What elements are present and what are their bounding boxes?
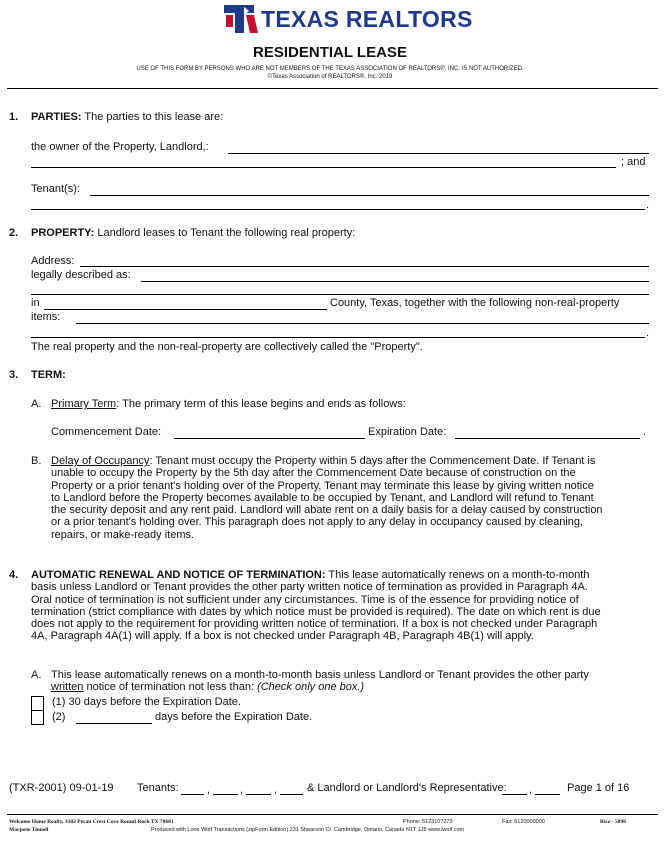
- tenant-initials-3[interactable]: [246, 794, 271, 795]
- legal-description-field-2[interactable]: [31, 294, 649, 295]
- term-b-letter: B.: [31, 455, 42, 467]
- tenant-name-field-1[interactable]: [90, 195, 649, 196]
- term-a-letter: A.: [31, 398, 42, 410]
- section-4-body: [31, 569, 649, 643]
- tenant-name-field-2[interactable]: [31, 209, 645, 210]
- and-connector: ; and: [621, 156, 646, 168]
- primary-term-title: Primary Term: [51, 398, 117, 410]
- renewal-line: Oral notice of termination is not sufficient under any circumstances. Time is of the essence for providing notice of: [31, 593, 579, 606]
- tenant-initials-2[interactable]: [213, 794, 238, 795]
- check-one-hint: (Check only one box.): [257, 681, 365, 694]
- broker-fax: Fax: 5120000000: [502, 819, 545, 825]
- commencement-label: Commencement Date:: [51, 426, 162, 438]
- delay-line: repairs, or make-ready items.: [51, 528, 195, 541]
- expiration-period: .: [643, 426, 647, 438]
- delay-of-occupancy-paragraph: [51, 455, 649, 541]
- option-custom-days-number: (2): [52, 711, 66, 723]
- option-custom-days-checkbox[interactable]: [31, 710, 44, 725]
- renewal-a-line-1: This lease automatically renews on a month-to-month basis unless Landlord or Tenant provides the other party: [51, 669, 589, 681]
- delay-line: to Landlord before the Property becomes available to be occupied by Tenant, and Landlord will refund to Tenant: [51, 491, 594, 504]
- delay-line: or a prior tenant's holding over. This paragraph does not apply to any delay in occupancy caused by cleaning,: [51, 516, 584, 529]
- section-1-heading: PARTIES:: [31, 111, 82, 123]
- section-3-number: 3.: [9, 369, 19, 381]
- option-30-days-checkbox[interactable]: [31, 696, 44, 711]
- items-period: .: [646, 327, 650, 339]
- county-text: County, Texas, together with the following non-real-property: [330, 297, 620, 309]
- delay-line: Delay of Occupancy: Tenant must occupy the Property within 5 days after the Commencement Date. If Tenant is: [51, 455, 596, 467]
- section-2-number: 2.: [9, 227, 19, 239]
- section-4-heading: AUTOMATIC RENEWAL AND NOTICE OF TERMINATION:: [31, 569, 326, 581]
- legal-description-label: legally described as:: [31, 269, 131, 281]
- address-label: Address:: [31, 255, 75, 267]
- delay-title: Delay of Occupancy: [51, 455, 150, 467]
- option-30-days-label: (1) 30 days before the Expiration Date.: [52, 696, 241, 708]
- option-custom-days-label: days before the Expiration Date.: [155, 711, 313, 723]
- renewal-line: does not apply to the requirement for providing written notice of termination. If a box is not checked under Paragraph: [31, 618, 598, 631]
- page-number: Page 1 of 16: [567, 782, 630, 794]
- renewal-line: termination (strict compliance with dates by which notice must be provided is required). The date on which rent is due: [31, 605, 601, 618]
- primary-term-text: [51, 398, 406, 410]
- commencement-date-field[interactable]: [174, 438, 365, 439]
- footer-rule: [7, 814, 658, 815]
- section-1-header: [31, 111, 223, 123]
- landlord-name-field-2[interactable]: [31, 167, 616, 168]
- initials-separator: ,: [529, 784, 533, 796]
- county-in-label: in: [31, 297, 40, 309]
- brokerage-info: Welcome Home Realty, 3102 Pecan Crest Cove Round Rock TX 78681: [9, 819, 174, 825]
- form-title: RESIDENTIAL LEASE: [253, 44, 407, 61]
- renewal-line: basis unless Landlord or Tenant provides the other party written notice of termination as provided in Paragraph 4A.: [31, 581, 588, 594]
- broker-phone: Phone: 5123107273: [403, 819, 453, 825]
- tenants-initials-label: Tenants:: [137, 782, 179, 794]
- items-field-2[interactable]: [31, 337, 645, 338]
- expiration-label: Expiration Date:: [368, 426, 447, 438]
- document-name: Rice - 5896: [600, 819, 626, 825]
- landlord-initials-label: & Landlord or Landlord's Representative:: [307, 782, 507, 794]
- brand-logo: [224, 4, 473, 34]
- initials-separator: ,: [274, 784, 278, 796]
- custom-days-field[interactable]: [76, 723, 152, 724]
- header-rule: [7, 88, 658, 89]
- usage-notice: USE OF THIS FORM BY PERSONS WHO ARE NOT MEMBERS OF THE TEXAS ASSOCIATION OF REALTORS®, INC. IS NOT AUTHORIZED.: [136, 66, 524, 72]
- section-1-intro: The parties to this lease are:: [84, 111, 224, 123]
- section-2-intro: Landlord leases to Tenant the following real property:: [97, 227, 356, 239]
- agent-name: Marjorie Tinnell: [9, 827, 49, 833]
- landlord-initials-1[interactable]: [502, 794, 527, 795]
- initials-separator: ,: [240, 784, 244, 796]
- section-4-number: 4.: [9, 569, 19, 581]
- renewal-a-text: [51, 669, 651, 694]
- items-field-1[interactable]: [76, 323, 649, 324]
- texas-realtors-logo-icon: [224, 5, 258, 33]
- landlord-name-field-1[interactable]: [228, 153, 649, 154]
- renewal-line: AUTOMATIC RENEWAL AND NOTICE OF TERMINATION: This lease automatically renews on a month-to-month: [31, 569, 590, 581]
- written-word: written: [51, 681, 84, 694]
- delay-line: Property or a prior tenant's holding over of the Property, Tenant may terminate this lease by giving written notice: [51, 479, 594, 492]
- section-2-heading: PROPERTY:: [31, 227, 95, 239]
- section-2-header: [31, 227, 355, 239]
- section-3-heading: TERM:: [31, 369, 66, 381]
- landlord-initials-2[interactable]: [535, 794, 560, 795]
- section-1-number: 1.: [9, 111, 19, 123]
- initials-separator: ,: [207, 784, 211, 796]
- address-field[interactable]: [80, 266, 649, 267]
- county-field[interactable]: [44, 309, 327, 310]
- renewal-a-line-2: written notice of termination not less than: (Check only one box.): [51, 681, 365, 694]
- tenant-initials-4[interactable]: [280, 794, 303, 795]
- expiration-date-field[interactable]: [455, 438, 640, 439]
- brand-name: TEXAS REALTORS: [261, 5, 473, 32]
- landlord-label: the owner of the Property, Landlord,:: [31, 141, 209, 153]
- renewal-line: 4A, Paragraph 4A(1) will apply. If a box is not checked under Paragraph 4B, Paragraph 4B(1) will apply.: [31, 630, 534, 643]
- renewal-a-letter: A.: [31, 669, 42, 681]
- delay-line: the security deposit and any rent paid. Landlord will abate rent on a daily basis for a delay caused by construction: [51, 504, 603, 517]
- legal-description-field-1[interactable]: [141, 281, 649, 282]
- property-collective-note: The real property and the non-real-property are collectively called the "Property".: [31, 341, 423, 353]
- tenant-initials-1[interactable]: [181, 794, 204, 795]
- tenant-period: .: [646, 199, 650, 211]
- delay-line: unable to occupy the Property by the 5th day after the Commencement Date because of construction on the: [51, 467, 576, 480]
- software-credit: Produced with Lone Wolf Transactions (zipForm Edition) 231 Shearson Cr. Cambridge, Ontario, Canada N1T 1J5 www.lwolf.com: [151, 827, 465, 833]
- items-label: items:: [31, 311, 61, 323]
- primary-term-desc: : The primary term of this lease begins and ends as follows:: [116, 398, 406, 410]
- tenant-label: Tenant(s):: [31, 183, 80, 195]
- form-id: (TXR-2001) 09-01-19: [9, 782, 114, 794]
- copyright-notice: ©Texas Association of REALTORS®, Inc. 2019: [267, 74, 393, 80]
